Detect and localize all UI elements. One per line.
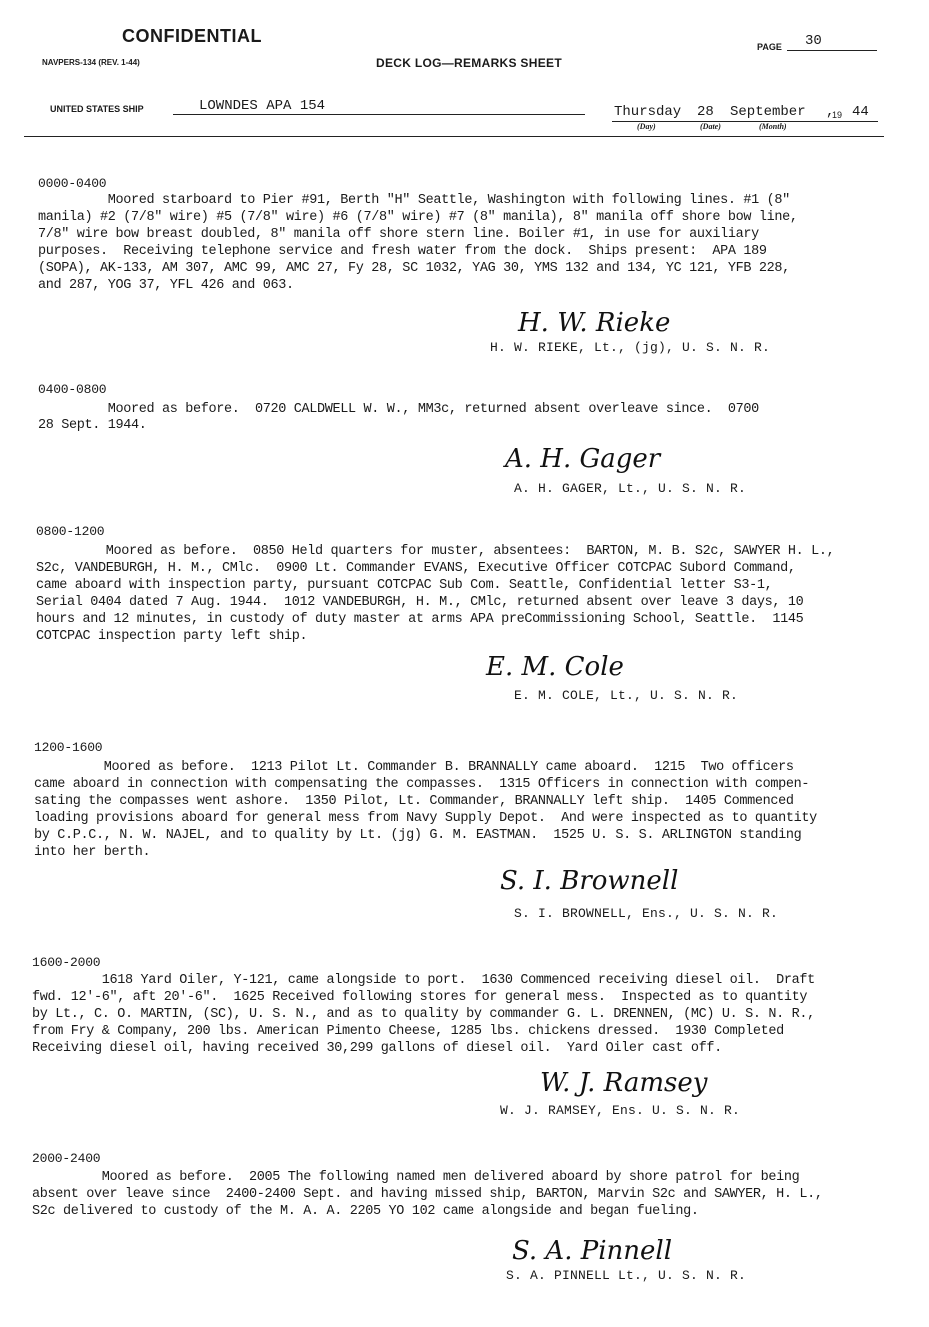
log-line: 1618 Yard Oiler, Y-121, came alongside to port. 1630 Commenced receiving diesel oil. Draft bbox=[32, 973, 815, 988]
signature: E. M. Cole bbox=[486, 652, 624, 682]
watch-period: 0400-0800 bbox=[38, 382, 107, 397]
watch-period: 2000-2400 bbox=[32, 1151, 101, 1166]
log-line: Serial 0404 dated 7 Aug. 1944. 1012 VANDEBURGH, H. M., CMlc, returned absent over leave 3 days, 10 bbox=[36, 595, 804, 610]
page-number: 30 bbox=[787, 33, 877, 51]
watch-period: 0000-0400 bbox=[38, 176, 107, 191]
signature: A. H. Gager bbox=[505, 444, 661, 474]
log-line: S2c, VANDEBURGH, H. M., CMlc. 0900 Lt. Commander EVANS, Executive Officer COTCPAC Subord Command, bbox=[36, 561, 796, 576]
log-line: Moored as before. 1213 Pilot Lt. Commander B. BRANNALLY came aboard. 1215 Two officers bbox=[34, 760, 794, 775]
confidential-heading: CONFIDENTIAL bbox=[122, 26, 262, 46]
log-day: Thursday bbox=[614, 104, 682, 120]
signed-name: S. I. BROWNELL, Ens., U. S. N. R. bbox=[514, 906, 779, 921]
year-prefix: 19 bbox=[832, 110, 843, 120]
log-line: (SOPA), AK-133, AM 307, AMC 99, AMC 27, Fy 28, SC 1032, YAG 30, YMS 132 and 134, YC 121, YFB 228, bbox=[38, 261, 790, 276]
log-line: fwd. 12'-6", aft 20'-6". 1625 Received following stores for general mess. Inspected as to quantity bbox=[32, 990, 808, 1005]
log-line: and 287, YOG 37, YFL 426 and 063. bbox=[38, 278, 294, 293]
log-date: 28 bbox=[697, 104, 714, 120]
date-caption: (Date) bbox=[700, 122, 721, 131]
signature: S. A. Pinnell bbox=[512, 1236, 673, 1266]
log-line: came aboard in connection with compensating the compasses. 1315 Officers in connection with compen- bbox=[34, 777, 810, 792]
log-line: sating the compasses went ashore. 1350 Pilot, Lt. Commander, BRANNALLY left ship. 1405 Commenced bbox=[34, 794, 794, 809]
signature: S. I. Brownell bbox=[500, 866, 679, 896]
log-line: into her berth. bbox=[34, 845, 151, 860]
log-line: S2c delivered to custody of the M. A. A. 2205 YO 102 came alongside and began fueling. bbox=[32, 1204, 699, 1219]
log-line: hours and 12 minutes, in custody of duty master at arms APA preCommissioning School, Seattle. 1145 bbox=[36, 612, 804, 627]
watch-period: 0800-1200 bbox=[36, 524, 105, 539]
log-line: manila) #2 (7/8" wire) #5 (7/8" wire) #6 (7/8" wire) #7 (8" manila), 8" manila off shore bow line, bbox=[38, 210, 798, 225]
signed-name: S. A. PINNELL Lt., U. S. N. R. bbox=[506, 1268, 747, 1283]
log-line: 28 Sept. 1944. bbox=[38, 418, 147, 433]
document-title: DECK LOG—REMARKS SHEET bbox=[376, 56, 562, 70]
signed-name: A. H. GAGER, Lt., U. S. N. R. bbox=[514, 481, 747, 496]
log-line: Receiving diesel oil, having received 30,299 gallons of diesel oil. Yard Oiler cast off. bbox=[32, 1041, 722, 1056]
log-line: loading provisions aboard for general mess from Navy Supply Depot. And were inspected as to quantity bbox=[34, 811, 817, 826]
log-line: by C.P.C., N. W. NAJEL, and to quality by Lt. (jg) G. M. EASTMAN. 1525 U. S. S. ARLINGTON standing bbox=[34, 828, 802, 843]
ship-label: UNITED STATES SHIP bbox=[50, 104, 144, 114]
log-line: by Lt., C. O. MARTIN, (SC), U. S. N., and as to quality by commander G. L. DRENNEN, (MC) U. S. N. R., bbox=[32, 1007, 815, 1022]
log-line: came aboard with inspection party, pursuant COTCPAC Sub Com. Seattle, Confidential letter S3-1, bbox=[36, 578, 773, 593]
month-caption: (Month) bbox=[759, 122, 787, 131]
log-line: from Fry & Company, 200 lbs. American Pimento Cheese, 1285 lbs. chickens dressed. 1930 Completed bbox=[32, 1024, 784, 1039]
day-caption: (Day) bbox=[637, 122, 656, 131]
signature: H. W. Rieke bbox=[518, 308, 671, 338]
log-line: Moored as before. 2005 The following named men delivered aboard by shore patrol for being bbox=[32, 1170, 800, 1185]
year-suffix: 44 bbox=[852, 104, 869, 120]
signed-name: H. W. RIEKE, Lt., (jg), U. S. N. R. bbox=[490, 340, 771, 355]
log-month: September bbox=[730, 104, 806, 120]
header-rule bbox=[24, 136, 884, 137]
form-number: NAVPERS-134 (REV. 1-44) bbox=[42, 58, 140, 67]
log-line: Moored starboard to Pier #91, Berth "H" Seattle, Washington with following lines. #1 (8" bbox=[38, 193, 790, 208]
page-label: PAGE bbox=[757, 42, 782, 52]
log-line: Moored as before. 0720 CALDWELL W. W., MM3c, returned absent overleave since. 0700 bbox=[38, 402, 759, 417]
log-line: Moored as before. 0850 Held quarters for muster, absentees: BARTON, M. B. S2c, SAWYER H. L., bbox=[36, 544, 835, 559]
watch-period: 1200-1600 bbox=[34, 740, 103, 755]
log-line: COTCPAC inspection party left ship. bbox=[36, 629, 308, 644]
ship-name: LOWNDES APA 154 bbox=[173, 98, 585, 115]
log-line: purposes. Receiving telephone service and fresh water from the dock. Ships present: APA 189 bbox=[38, 244, 767, 259]
date-comma: , bbox=[826, 104, 835, 120]
log-line: 7/8" wire bow breast doubled, 8" manila off shore stern line. Boiler #1, in use for auxiliary bbox=[38, 227, 759, 242]
signed-name: E. M. COLE, Lt., U. S. N. R. bbox=[514, 688, 739, 703]
watch-period: 1600-2000 bbox=[32, 955, 101, 970]
signature: W. J. Ramsey bbox=[540, 1068, 708, 1098]
signed-name: W. J. RAMSEY, Ens. U. S. N. R. bbox=[500, 1103, 741, 1118]
log-line: absent over leave since 2400-2400 Sept. and having missed ship, BARTON, Marvin S2c and SAWYER, H. L., bbox=[32, 1187, 823, 1202]
